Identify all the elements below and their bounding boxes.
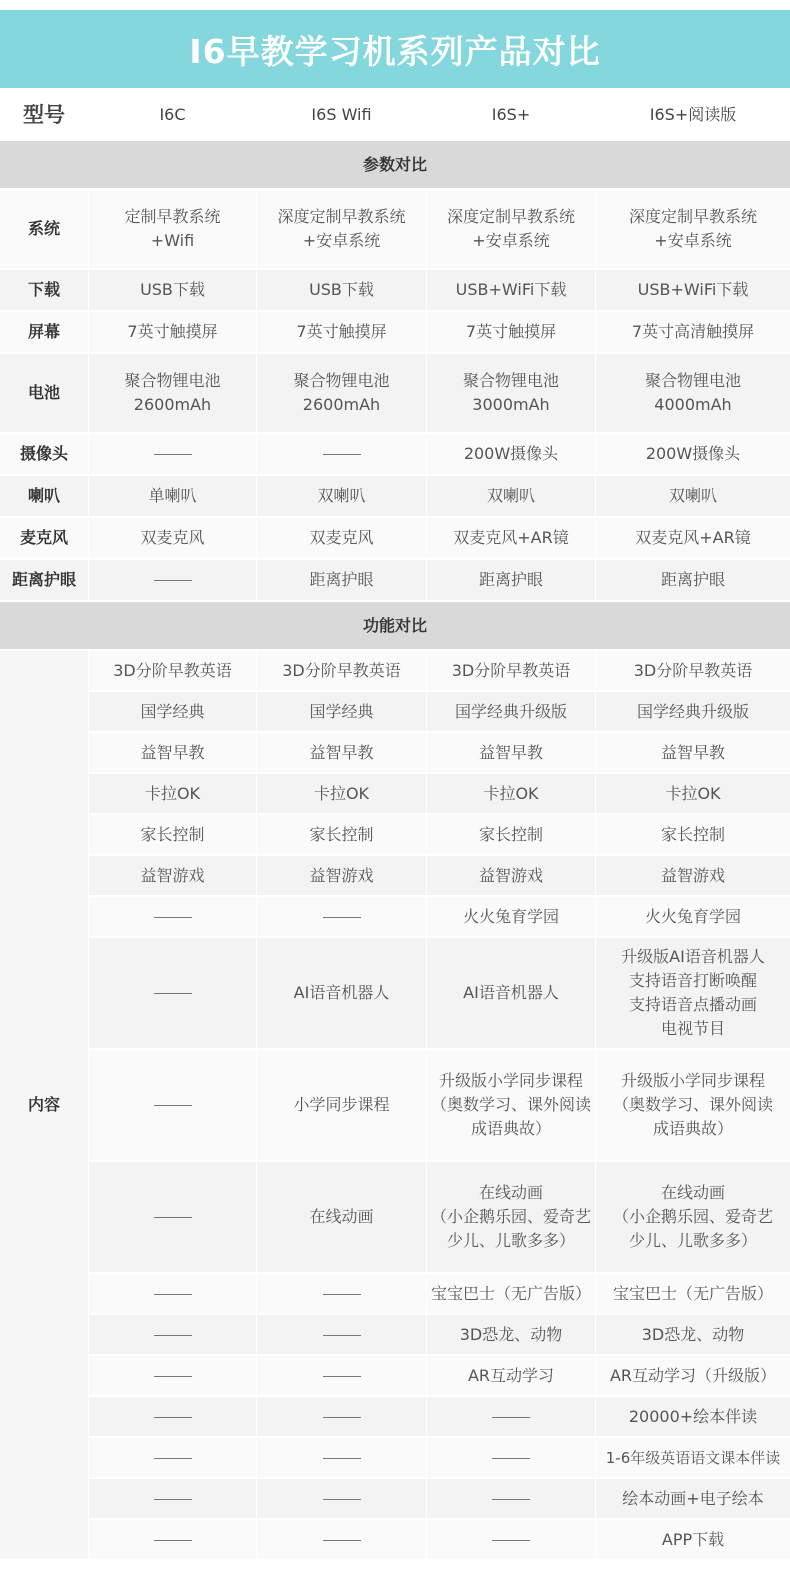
cell-text: 家长控制 (478, 824, 543, 844)
cell-text: 双喇叭 (486, 486, 535, 505)
param-cell (596, 560, 790, 602)
section-title: 功能对比 (0, 602, 790, 651)
cell-text: 国学经典 (140, 701, 205, 721)
cell-text: 双麦克风+AR镜 (453, 528, 569, 547)
cell-text: AI语音机器人 (463, 983, 559, 1002)
param-label: 喇叭 (0, 476, 89, 518)
cell-text: 200W摄像头 (645, 444, 741, 463)
param-row (0, 312, 790, 354)
cell-text: AR互动学习 (467, 1365, 555, 1385)
param-cell (257, 270, 427, 312)
feature-row (0, 1356, 790, 1397)
feature-cell (257, 1356, 427, 1397)
cell-text: 火火兔育学园 (462, 906, 559, 926)
empty-dash (154, 1540, 192, 1541)
feature-cell (427, 1479, 596, 1520)
param-cell (257, 434, 427, 476)
model-name: I6C (89, 91, 257, 141)
param-cell (89, 560, 257, 602)
feature-cell (427, 1520, 596, 1561)
cell-text: 益智早教 (660, 742, 725, 762)
empty-dash (154, 917, 192, 918)
cell-text: 聚合物锂电池 (124, 371, 221, 390)
cell-text: 益智游戏 (309, 865, 374, 885)
empty-dash (323, 1294, 361, 1295)
empty-dash (323, 1376, 361, 1377)
model-name: I6S Wifi (257, 91, 427, 141)
feature-cell (257, 1438, 427, 1479)
param-cell (89, 518, 257, 560)
param-label: 下载 (0, 270, 89, 312)
feature-cell (89, 1315, 257, 1356)
feature-cell (596, 815, 790, 856)
empty-dash (154, 580, 192, 581)
feature-row (0, 1438, 790, 1479)
empty-dash (323, 1335, 361, 1336)
empty-dash (492, 1499, 530, 1500)
feature-cell (596, 1479, 790, 1520)
feature-cell (257, 856, 427, 897)
feature-cell (596, 1520, 790, 1561)
empty-dash (323, 454, 361, 455)
feature-row (0, 897, 790, 938)
cell-text: 国学经典升级版 (636, 701, 749, 721)
cell-text: 1-6年级英语语文课本伴读 (605, 1448, 781, 1467)
empty-dash (154, 993, 192, 994)
feature-cell (257, 1050, 427, 1162)
param-cell (596, 434, 790, 476)
feature-cell (89, 856, 257, 897)
empty-dash (154, 1499, 192, 1500)
cell-text: +安卓系统 (472, 231, 550, 250)
feature-cell (596, 856, 790, 897)
cell-text: 聚合物锂电池 (644, 371, 741, 390)
feature-row (0, 1520, 790, 1561)
feature-row (0, 815, 790, 856)
cell-text: 少儿、儿歌多多） (628, 1231, 757, 1250)
feature-cell (596, 1050, 790, 1162)
cell-text: （小企鹅乐园、爱奇艺 (612, 1207, 773, 1226)
cell-text: 定制早教系统 (124, 207, 221, 226)
cell-text: USB下载 (309, 280, 374, 299)
feature-cell (89, 1162, 257, 1274)
param-cell (89, 270, 257, 312)
feature-cell (427, 1397, 596, 1438)
cell-text: 3D恐龙、动物 (641, 1324, 745, 1344)
param-label: 屏幕 (0, 312, 89, 354)
model-name: I6S+阅读版 (596, 91, 790, 141)
feature-cell (427, 1438, 596, 1479)
empty-dash (492, 1458, 530, 1459)
param-cell (257, 518, 427, 560)
param-cell (427, 312, 596, 354)
cell-text: 3D分阶早教英语 (113, 660, 232, 680)
cell-text: 火火兔育学园 (644, 906, 741, 926)
param-label: 麦克风 (0, 518, 89, 560)
param-cell (427, 476, 596, 518)
param-label: 电池 (0, 354, 89, 434)
feature-cell (427, 733, 596, 774)
cell-text: 宝宝巴士（无广告版） (612, 1283, 773, 1303)
cell-text: APP下载 (661, 1529, 725, 1549)
feature-row (0, 1315, 790, 1356)
param-cell (596, 354, 790, 434)
param-cell (596, 270, 790, 312)
feature-cell (427, 692, 596, 733)
content-label: 内容 (0, 651, 89, 1561)
cell-text: （奥数学习、课外阅读 (612, 1095, 773, 1114)
param-cell (427, 560, 596, 602)
feature-cell (89, 1274, 257, 1315)
feature-cell (257, 1274, 427, 1315)
feature-cell (596, 1356, 790, 1397)
feature-cell (257, 651, 427, 692)
feature-cell (257, 774, 427, 815)
feature-cell (596, 692, 790, 733)
param-cell (596, 312, 790, 354)
param-row (0, 560, 790, 602)
model-name: I6S+ (427, 91, 596, 141)
param-row (0, 354, 790, 434)
cell-text: 益智游戏 (478, 865, 543, 885)
feature-cell (89, 1438, 257, 1479)
feature-row (0, 1274, 790, 1315)
cell-text: 2600mAh (302, 395, 381, 414)
feature-cell (596, 1274, 790, 1315)
feature-cell (257, 815, 427, 856)
feature-cell (257, 1479, 427, 1520)
cell-text: AR互动学习（升级版） (609, 1365, 777, 1385)
feature-cell (257, 897, 427, 938)
feature-cell (257, 1162, 427, 1274)
param-cell (427, 270, 596, 312)
cell-text: 3D分阶早教英语 (451, 660, 571, 680)
feature-cell (89, 651, 257, 692)
feature-row (0, 1050, 790, 1162)
param-row (0, 190, 790, 270)
cell-text: 家长控制 (140, 824, 205, 844)
cell-text: +Wifi (150, 231, 195, 250)
feature-cell (427, 1162, 596, 1274)
cell-text: AI语音机器人 (293, 983, 390, 1002)
cell-text: 成语典故） (470, 1119, 551, 1138)
empty-dash (154, 1294, 192, 1295)
cell-text: 卡拉OK (313, 783, 370, 803)
cell-text: +安卓系统 (654, 231, 732, 250)
empty-dash (154, 1458, 192, 1459)
param-cell (427, 190, 596, 270)
cell-text: 益智早教 (309, 742, 374, 762)
empty-dash (154, 1105, 192, 1106)
cell-text: 卡拉OK (483, 783, 539, 803)
page-title: I6早教学习机系列产品对比 (0, 10, 790, 88)
param-cell (257, 560, 427, 602)
feature-cell (427, 1315, 596, 1356)
empty-dash (154, 1376, 192, 1377)
cell-text: 升级版小学同步课程 (438, 1071, 583, 1090)
cell-text: 4000mAh (654, 395, 732, 414)
param-cell (596, 476, 790, 518)
param-cell (89, 354, 257, 434)
feature-cell (89, 1520, 257, 1561)
feature-cell (427, 856, 596, 897)
empty-dash (323, 917, 361, 918)
cell-text: 国学经典 (309, 701, 374, 721)
cell-text: 升级版小学同步课程 (620, 1071, 765, 1090)
empty-dash (154, 1335, 192, 1336)
feature-cell (89, 815, 257, 856)
cell-text: 电视节目 (660, 1019, 725, 1038)
feature-cell (89, 1397, 257, 1438)
param-row (0, 476, 790, 518)
cell-text: 深度定制早教系统 (277, 207, 406, 226)
header-row (0, 91, 790, 141)
cell-text: 支持语音打断唤醒 (628, 971, 757, 990)
param-label: 距离护眼 (0, 560, 89, 602)
feature-row (0, 774, 790, 815)
param-cell (257, 354, 427, 434)
feature-cell (89, 733, 257, 774)
section-header-features (0, 602, 790, 651)
feature-cell (596, 1397, 790, 1438)
cell-text: 深度定制早教系统 (446, 207, 575, 226)
cell-text: USB+WiFi下载 (455, 280, 567, 299)
feature-cell (427, 1274, 596, 1315)
cell-text: 在线动画 (478, 1183, 543, 1202)
cell-text: 支持语音点播动画 (628, 995, 757, 1014)
param-label: 系统 (0, 190, 89, 270)
param-row (0, 270, 790, 312)
empty-dash (154, 1217, 192, 1218)
cell-text: 20000+绘本伴读 (628, 1406, 758, 1426)
feature-cell (257, 1520, 427, 1561)
param-label: 摄像头 (0, 434, 89, 476)
cell-text: 7英寸高清触摸屏 (631, 322, 755, 341)
cell-text: 绘本动画+电子绘本 (622, 1488, 764, 1508)
feature-cell (89, 692, 257, 733)
feature-cell (427, 897, 596, 938)
feature-cell (257, 733, 427, 774)
feature-cell (427, 938, 596, 1050)
feature-cell (596, 651, 790, 692)
param-cell (89, 190, 257, 270)
param-cell (427, 354, 596, 434)
model-label: 型号 (0, 91, 89, 141)
cell-text: 卡拉OK (144, 783, 201, 803)
empty-dash (492, 1417, 530, 1418)
cell-text: 2600mAh (133, 395, 212, 414)
empty-dash (323, 1499, 361, 1500)
cell-text: 双喇叭 (317, 486, 366, 505)
param-row (0, 434, 790, 476)
cell-text: 单喇叭 (148, 486, 197, 505)
feature-cell (89, 1479, 257, 1520)
cell-text: 聚合物锂电池 (293, 371, 390, 390)
cell-text: 7英寸触摸屏 (127, 322, 218, 341)
feature-cell (596, 733, 790, 774)
feature-row (0, 692, 790, 733)
cell-text: 聚合物锂电池 (462, 371, 559, 390)
feature-cell (427, 1356, 596, 1397)
feature-cell (257, 1397, 427, 1438)
cell-text: 少儿、儿歌多多） (446, 1231, 575, 1250)
cell-text: 小学同步课程 (293, 1095, 390, 1114)
cell-text: 距离护眼 (660, 570, 725, 589)
feature-cell (596, 1162, 790, 1274)
feature-cell (596, 774, 790, 815)
cell-text: 成语典故） (652, 1119, 733, 1138)
cell-text: 距离护眼 (478, 570, 543, 589)
feature-cell (596, 897, 790, 938)
feature-cell (596, 938, 790, 1050)
feature-cell (427, 815, 596, 856)
cell-text: USB下载 (140, 280, 205, 299)
cell-text: 3000mAh (472, 395, 550, 414)
feature-row (0, 1479, 790, 1520)
cell-text: 益智早教 (478, 742, 543, 762)
param-cell (427, 518, 596, 560)
cell-text: 3D恐龙、动物 (459, 1324, 563, 1344)
cell-text: （小企鹅乐园、爱奇艺 (430, 1207, 591, 1226)
empty-dash (492, 1540, 530, 1541)
feature-cell (89, 938, 257, 1050)
cell-text: 7英寸触摸屏 (465, 322, 557, 341)
param-cell (89, 476, 257, 518)
param-row (0, 518, 790, 560)
feature-row (0, 733, 790, 774)
param-cell (89, 434, 257, 476)
section-header-params (0, 141, 790, 190)
empty-dash (154, 1417, 192, 1418)
cell-text: （奥数学习、课外阅读 (430, 1095, 591, 1114)
feature-row (0, 856, 790, 897)
cell-text: 家长控制 (660, 824, 725, 844)
section-title: 参数对比 (0, 141, 790, 190)
param-cell (257, 476, 427, 518)
param-cell (596, 190, 790, 270)
feature-cell (89, 897, 257, 938)
cell-text: 深度定制早教系统 (628, 207, 757, 226)
param-cell (596, 518, 790, 560)
cell-text: 7英寸触摸屏 (296, 322, 387, 341)
cell-text: 双麦克风 (309, 528, 374, 547)
feature-cell (427, 774, 596, 815)
feature-cell (427, 651, 596, 692)
param-cell (257, 312, 427, 354)
feature-cell (89, 1050, 257, 1162)
feature-row (0, 651, 790, 692)
cell-text: +安卓系统 (302, 231, 381, 250)
cell-text: 卡拉OK (665, 783, 721, 803)
cell-text: 益智游戏 (660, 865, 725, 885)
feature-cell (596, 1315, 790, 1356)
param-cell (257, 190, 427, 270)
feature-cell (257, 1315, 427, 1356)
cell-text: 3D分阶早教英语 (282, 660, 401, 680)
comparison-table (0, 91, 790, 1561)
empty-dash (323, 1417, 361, 1418)
cell-text: 益智早教 (140, 742, 205, 762)
empty-dash (323, 1540, 361, 1541)
cell-text: 益智游戏 (140, 865, 205, 885)
feature-cell (257, 938, 427, 1050)
feature-row (0, 938, 790, 1050)
cell-text: 3D分阶早教英语 (633, 660, 753, 680)
cell-text: USB+WiFi下载 (637, 280, 749, 299)
cell-text: 双麦克风 (140, 528, 205, 547)
feature-row (0, 1162, 790, 1274)
param-cell (427, 434, 596, 476)
feature-cell (257, 692, 427, 733)
cell-text: 在线动画 (309, 1207, 374, 1226)
feature-cell (427, 1050, 596, 1162)
cell-text: 国学经典升级版 (454, 701, 567, 721)
empty-dash (154, 454, 192, 455)
cell-text: 家长控制 (309, 824, 374, 844)
param-cell (89, 312, 257, 354)
feature-cell (89, 1356, 257, 1397)
feature-cell (89, 774, 257, 815)
cell-text: 双麦克风+AR镜 (635, 528, 751, 547)
cell-text: 200W摄像头 (463, 444, 559, 463)
cell-text: 宝宝巴士（无广告版） (430, 1283, 591, 1303)
feature-cell (596, 1438, 790, 1479)
cell-text: 升级版AI语音机器人 (621, 947, 765, 966)
empty-dash (323, 1458, 361, 1459)
feature-row (0, 1397, 790, 1438)
cell-text: 双喇叭 (668, 486, 717, 505)
cell-text: 在线动画 (660, 1183, 725, 1202)
cell-text: 距离护眼 (309, 570, 374, 589)
